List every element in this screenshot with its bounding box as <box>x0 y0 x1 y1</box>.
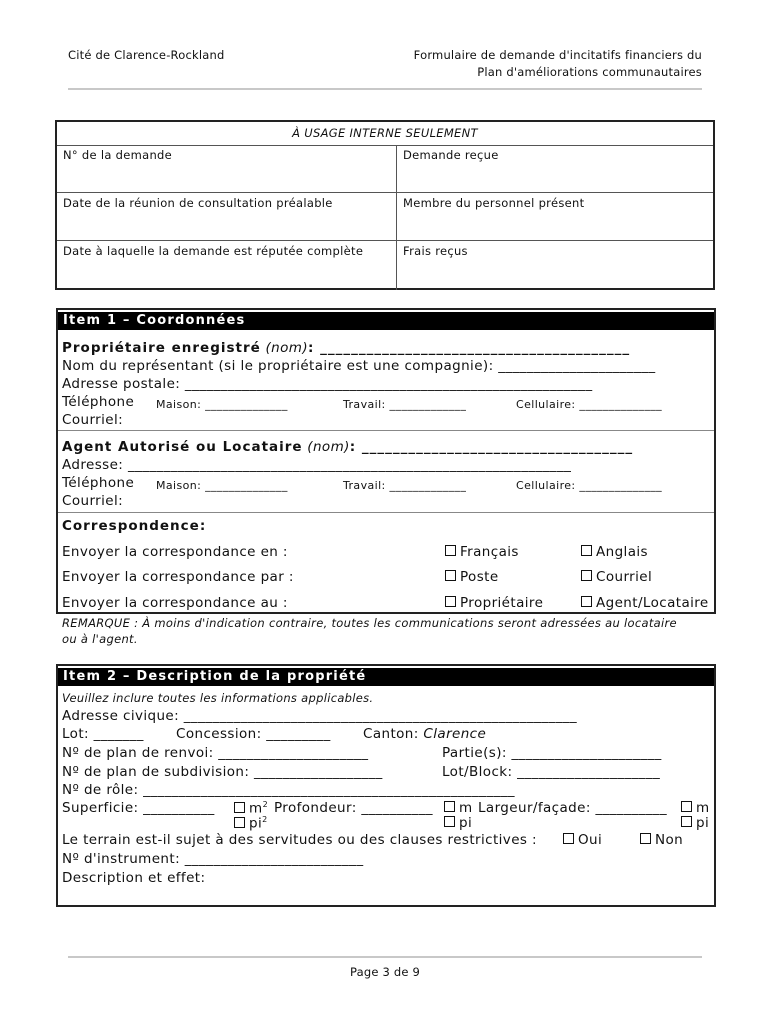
divider <box>396 145 397 290</box>
phone-label: Téléphone <box>62 394 135 410</box>
page-number: Page 3 de 9 <box>349 965 420 979</box>
corr-owner-option[interactable] <box>445 595 543 611</box>
corr-english-option[interactable] <box>581 544 648 560</box>
cell-phone-field[interactable]: Cellulaire: ______________ <box>516 398 663 411</box>
divider <box>57 192 713 193</box>
agent-home-phone-field[interactable]: Maison: ______________ <box>156 479 288 492</box>
checkbox[interactable] <box>234 817 245 828</box>
checkbox[interactable] <box>681 801 692 812</box>
agent-line <box>62 439 633 455</box>
internal-use-table <box>55 120 715 290</box>
home-phone-field[interactable]: Maison: ______________ <box>156 398 288 411</box>
area-unit-m2[interactable]: $m^2$ <box>234 800 268 817</box>
canton-line <box>363 726 486 742</box>
parts-field[interactable]: Partie(s): _____________________ <box>442 745 662 761</box>
agent-name-field[interactable]: : ___________________________________ <box>349 439 634 455</box>
unit-label: m <box>696 800 710 816</box>
lot-block-field[interactable]: Lot/Block: ____________________ <box>442 764 661 780</box>
unit-label: pi <box>459 815 473 831</box>
fees-received-field[interactable]: Frais reçus <box>403 244 468 258</box>
instrument-number-field[interactable]: Nº d'instrument: _________________________ <box>62 851 364 867</box>
form-title-line-1: Formulaire de demande d'incitatifs financiers du <box>413 48 702 62</box>
agent-address-field[interactable]: Adresse: ______________________________________________________________ <box>62 457 572 473</box>
divider <box>58 430 714 431</box>
unit-label: m <box>249 800 263 817</box>
checkbox[interactable] <box>581 570 592 581</box>
checkbox[interactable] <box>581 545 592 556</box>
owner-label: Propriétaire enregistré <box>62 340 261 356</box>
representative-field[interactable]: Nom du représentant (si le propriétaire est une compagnie): ______________________ <box>62 358 656 374</box>
canton-label: Canton: <box>363 726 419 742</box>
staff-present-field[interactable]: Membre du personnel présent <box>403 196 585 210</box>
depth-unit-pi[interactable] <box>444 815 472 831</box>
canton-value: Clarence <box>423 726 487 742</box>
correspondence-title: Correspondence: <box>62 518 207 534</box>
option-label: Propriétaire <box>460 595 544 611</box>
corr-email-option[interactable] <box>581 569 652 585</box>
remark-line-1: REMARQUE : À moins d'indication contraire, toutes les communications seront adressées au locataire <box>62 616 677 630</box>
option-label: Non <box>655 832 684 848</box>
area-field[interactable]: Superficie: __________ <box>62 800 215 816</box>
unit-label: m <box>459 800 473 816</box>
option-label: Agent/Locataire <box>596 595 709 611</box>
checkbox[interactable] <box>445 596 456 607</box>
checkbox[interactable] <box>234 802 245 813</box>
item2-title: Item 2 – Description de la propriété <box>58 668 714 686</box>
corr-mail-option[interactable] <box>445 569 499 585</box>
easements-yes-option[interactable] <box>563 832 602 848</box>
depth-unit-m[interactable] <box>444 800 473 816</box>
divider <box>58 512 714 513</box>
form-title-line-2: Plan d'améliorations communautaires <box>477 65 702 79</box>
complete-date-field[interactable]: Date à laquelle la demande est réputée complète <box>63 244 364 258</box>
option-label: Anglais <box>596 544 648 560</box>
agent-email-field[interactable]: Courriel: <box>62 493 124 509</box>
application-number-field[interactable]: N° de la demande <box>63 148 173 162</box>
area-unit-pi2[interactable]: $pi^2$ <box>234 815 268 832</box>
frontage-unit-pi[interactable] <box>681 815 709 831</box>
agent-cell-phone-field[interactable]: Cellulaire: ______________ <box>516 479 663 492</box>
frontage-field[interactable]: Largeur/façade: __________ <box>478 800 667 816</box>
corr-method-label: Envoyer la correspondance par : <box>62 569 294 585</box>
postal-address-field[interactable]: Adresse postale: _________________________________________________________ <box>62 376 593 392</box>
checkbox[interactable] <box>444 801 455 812</box>
lot-field[interactable]: Lot: _______ <box>62 726 144 742</box>
option-label: Courriel <box>596 569 653 585</box>
easements-question: Le terrain est-il sujet à des servitudes ou des clauses restrictives : <box>62 832 537 848</box>
option-label: Français <box>460 544 519 560</box>
reference-plan-field[interactable]: Nº de plan de renvoi: _____________________ <box>62 745 369 761</box>
owner-nom: (nom) <box>265 340 309 356</box>
unit-label: pi <box>696 815 710 831</box>
roll-number-field[interactable]: Nº de rôle: ____________________________________________________ <box>62 782 515 798</box>
corr-language-label: Envoyer la correspondance en : <box>62 544 288 560</box>
corr-recipient-label: Envoyer la correspondance au : <box>62 595 288 611</box>
remark-line-2: ou à l'agent. <box>62 632 138 646</box>
corr-french-option[interactable] <box>445 544 519 560</box>
owner-name-field[interactable]: : ________________________________________ <box>308 340 631 356</box>
divider <box>57 240 713 241</box>
option-label: Poste <box>460 569 499 585</box>
agent-work-phone-field[interactable]: Travail: _____________ <box>343 479 467 492</box>
depth-field[interactable]: Profondeur: __________ <box>274 800 433 816</box>
checkbox[interactable] <box>581 596 592 607</box>
org-name: Cité de Clarence-Rockland <box>68 48 225 62</box>
item1-title: Item 1 – Coordonnées <box>58 312 714 330</box>
subdivision-plan-field[interactable]: Nº de plan de subdivision: __________________ <box>62 764 383 780</box>
footer-rule <box>68 956 702 958</box>
agent-label: Agent Autorisé ou Locataire <box>62 439 303 455</box>
checkbox[interactable] <box>681 816 692 827</box>
owner-line <box>62 340 630 356</box>
email-field[interactable]: Courriel: <box>62 412 124 428</box>
corr-agent-option[interactable] <box>581 595 709 611</box>
checkbox[interactable] <box>444 816 455 827</box>
concession-field[interactable]: Concession: _________ <box>176 726 331 742</box>
internal-use-title: À USAGE INTERNE SEULEMENT <box>292 126 478 140</box>
checkbox[interactable] <box>640 833 651 844</box>
civic-address-field[interactable]: Adresse civique: _______________________________________________________ <box>62 708 578 724</box>
easements-no-option[interactable] <box>640 832 683 848</box>
header-rule <box>68 88 702 90</box>
work-phone-field[interactable]: Travail: _____________ <box>343 398 467 411</box>
description-field[interactable]: Description et effet: <box>62 870 206 886</box>
consultation-date-field[interactable]: Date de la réunion de consultation préalable <box>63 196 333 210</box>
application-received-field[interactable]: Demande reçue <box>403 148 499 162</box>
checkbox[interactable] <box>563 833 574 844</box>
item2-note: Veuillez inclure toutes les informations applicables. <box>62 691 374 705</box>
checkbox[interactable] <box>445 570 456 581</box>
agent-phone-label: Téléphone <box>62 475 135 491</box>
agent-nom: (nom) <box>307 439 350 455</box>
divider <box>57 145 713 146</box>
frontage-unit-m[interactable] <box>681 800 710 816</box>
checkbox[interactable] <box>445 545 456 556</box>
unit-label: pi <box>249 815 263 832</box>
option-label: Oui <box>578 832 603 848</box>
